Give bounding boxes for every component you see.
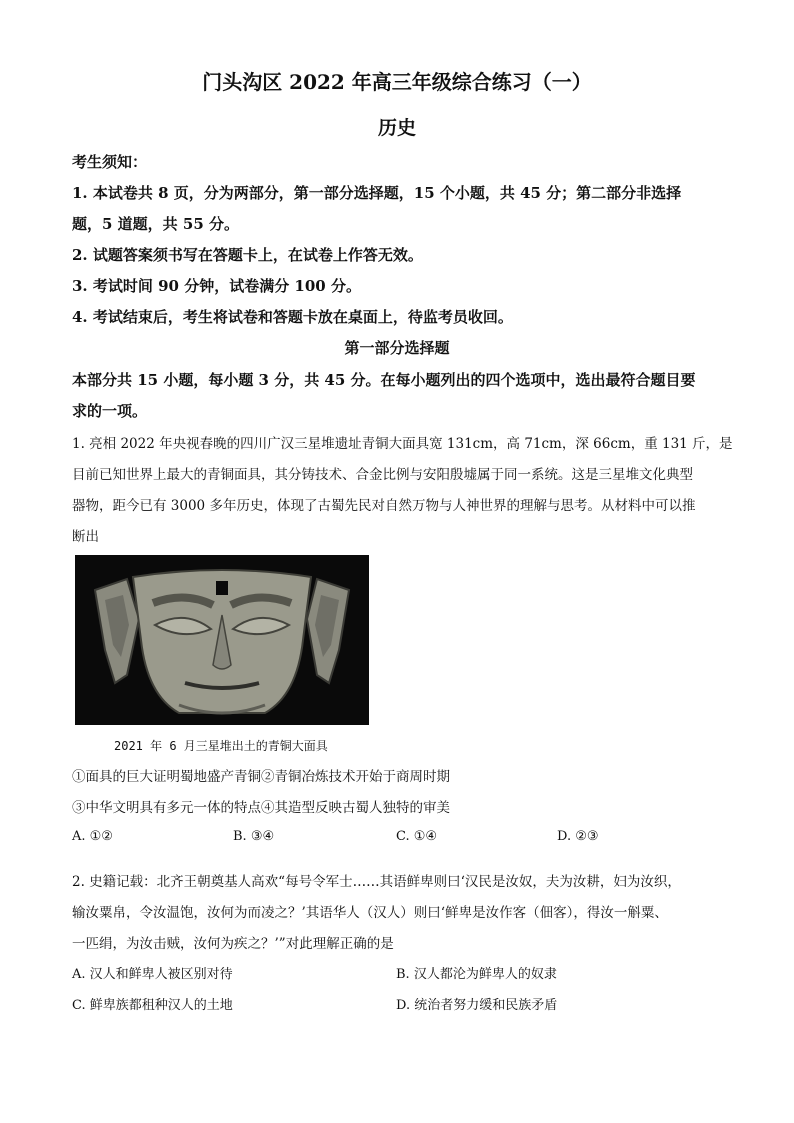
statement-line: ①面具的巨大证明蜀地盛产青铜②青铜冶炼技术开始于商周时期 bbox=[72, 769, 450, 785]
bronze-mask-icon bbox=[75, 555, 369, 725]
part1-intro: 本部分共 15 小题，每小题 3 分，共 45 分。在每小题列出的四个选项中，选出最符合题目要 bbox=[72, 371, 696, 389]
option-b[interactable]: B. 汉人都沦为鲜卑人的奴隶 bbox=[396, 967, 557, 982]
question-text: 输汝粟帛，令汝温饱，汝何为而凌之？’其语华人（汉人）则曰‘鲜卑是汝作客（佃客），得汝一斛粟、 bbox=[72, 905, 668, 921]
question-text: 2. 史籍记载：北齐王朝奠基人高欢“每号令军士……其语鲜卑则曰‘汉民是汝奴，夫为汝耕，妇为汝织， bbox=[72, 874, 681, 890]
option-d[interactable]: D. ②③ bbox=[557, 829, 599, 844]
notice-line: 1. 本试卷共 8 页，分为两部分，第一部分选择题，15 个小题，共 45 分；第二部分非选择 bbox=[72, 184, 682, 202]
exam-title: 门头沟区 2022 年高三年级综合练习（一） bbox=[202, 70, 592, 94]
option-d[interactable]: D. 统治者努力缓和民族矛盾 bbox=[396, 998, 558, 1013]
notice-line: 4. 考试结束后，考生将试卷和答题卡放在桌面上，待监考员收回。 bbox=[72, 308, 513, 326]
option-b[interactable]: B. ③④ bbox=[233, 829, 275, 844]
image-caption: 2021 年 6 月三星堆出土的青铜大面具 bbox=[114, 739, 328, 753]
part1-title: 第一部分选择题 bbox=[344, 339, 450, 357]
statement-line: ③中华文明具有多元一体的特点④其造型反映古蜀人独特的审美 bbox=[72, 800, 450, 816]
option-c[interactable]: C. 鲜卑族都租种汉人的土地 bbox=[72, 998, 233, 1013]
question-text: 一匹绢，为汝击贼，汝何为疾之？’”对此理解正确的是 bbox=[72, 936, 394, 952]
question-text: 1. 亮相 2022 年央视春晚的四川广汉三星堆遗址青铜大面具宽 131cm，高 71cm，深 66cm，重 131 斤，是 bbox=[72, 436, 733, 452]
option-a[interactable]: A. 汉人和鲜卑人被区别对待 bbox=[72, 967, 233, 982]
question-text: 目前已知世界上最大的青铜面具，其分铸技术、合金比例与安阳殷墟属于同一系统。这是三星堆文化典型 bbox=[72, 467, 693, 483]
question-text: 断出 bbox=[72, 529, 99, 545]
notice-line: 2. 试题答案须书写在答题卡上，在试卷上作答无效。 bbox=[72, 246, 423, 264]
option-c[interactable]: C. ①④ bbox=[396, 829, 438, 844]
notice-line: 题，5 道题，共 55 分。 bbox=[72, 215, 239, 233]
notice-line: 3. 考试时间 90 分钟，试卷满分 100 分。 bbox=[72, 277, 361, 295]
exam-subject: 历史 bbox=[377, 117, 416, 139]
bronze-mask-image bbox=[75, 555, 369, 725]
option-a[interactable]: A. ①② bbox=[72, 829, 113, 844]
notice-heading: 考生须知： bbox=[72, 153, 148, 171]
part1-intro: 求的一项。 bbox=[72, 402, 148, 420]
question-text: 器物，距今已有 3000 多年历史，体现了古蜀先民对自然万物与人神世界的理解与思考。从材料中可以推 bbox=[72, 498, 696, 514]
